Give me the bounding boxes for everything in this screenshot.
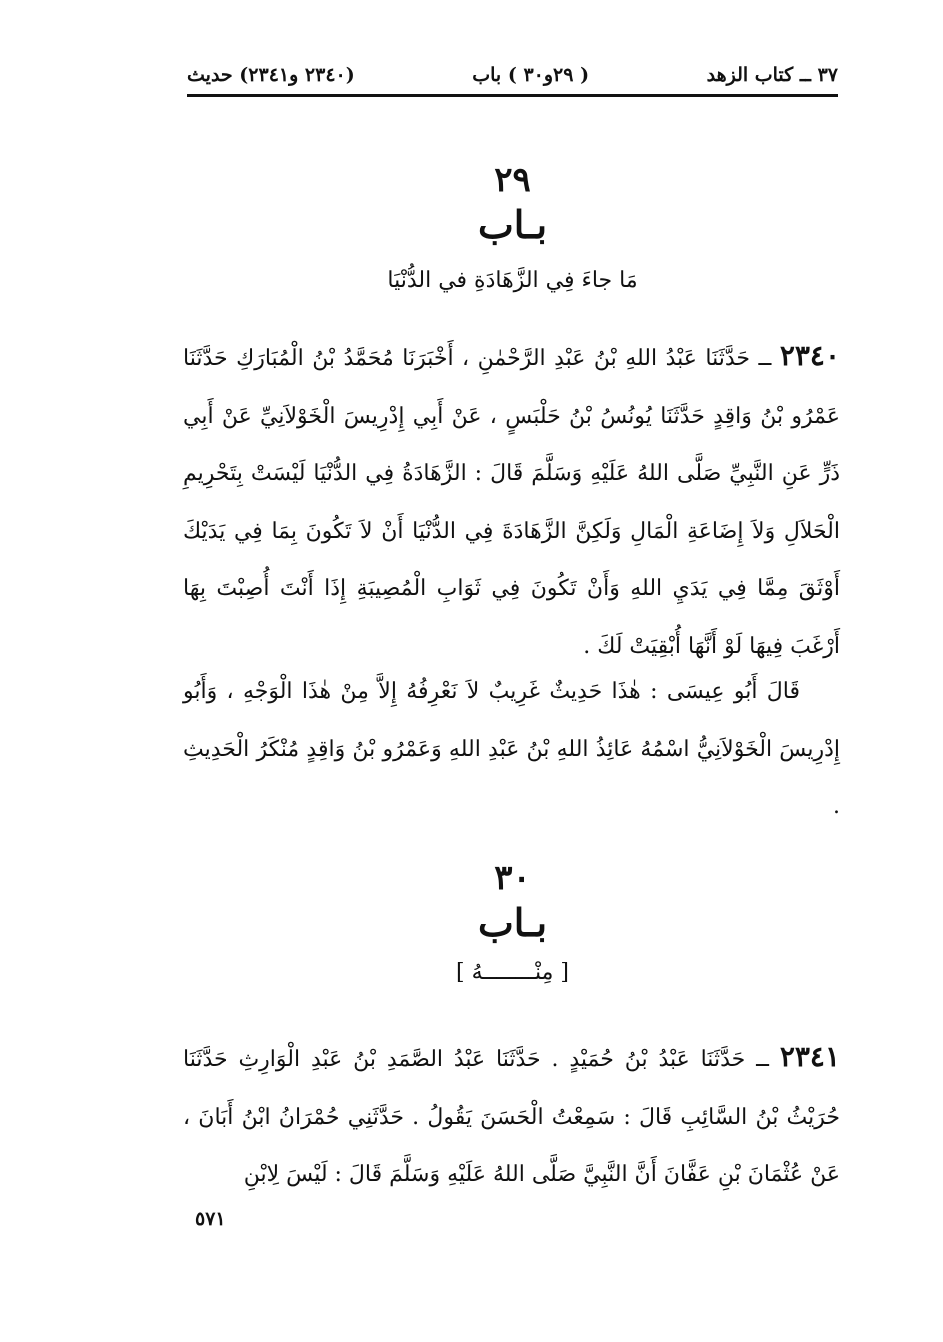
header-chapter-range: ( ٢٩و٣٠ ) باب bbox=[472, 64, 590, 86]
chapter-29-number: ٢٩ bbox=[494, 160, 531, 200]
hadith-2340 bbox=[183, 327, 840, 675]
chapter-30-bab: بـاب bbox=[477, 900, 548, 945]
comment-2340: قَالَ أَبُو عِيسَى : هٰذَا حَدِيثٌ غَرِيبٌ لاَ نَعْرِفُهُ إِلاَّ مِنْ هٰذَا الْوَجْهِ ، وَأَبُو إِدْرِيسَ الْخَوْلاَنِيُّ اسْمُهُ عَائِذُ اللهِ بْنُ عَبْدِ اللهِ وَعَمْرُو بْنُ وَاقِدٍ مُنْكَرُ الْحَدِيثِ . bbox=[183, 679, 840, 819]
chapter-29-bab: بـاب bbox=[477, 202, 548, 247]
chapter-30-title: [ مِنْــــــــهُ ] bbox=[456, 960, 569, 985]
page-number: ٥٧١ bbox=[195, 1208, 226, 1230]
header-hadith-range: (٢٣٤٠ و٢٣٤١) حديث bbox=[187, 64, 355, 86]
running-header bbox=[187, 58, 838, 92]
chapter-29-title: مَا جاءَ فِي الزَّهَادَةِ في الدُّنْيَا bbox=[387, 268, 638, 293]
hadith-2341 bbox=[183, 1028, 840, 1204]
hadith-2341-number: ٢٣٤١ bbox=[779, 1040, 840, 1073]
header-book-title: ٣٧ ــ كتاب الزهد bbox=[706, 64, 838, 86]
hadith-2341-text: ــ حَدَّثَنَا عَبْدُ بْنُ حُمَيْدٍ . حَدَّثَنَا عَبْدُ الصَّمَدِ بْنُ عَبْدِ الْوَارِثِ حَدَّثَنَا حُرَيْثُ بْنُ السَّائِبِ قَالَ : سَمِعْتُ الْحَسَنَ يَقُولُ . حَدَّثَنِي حُمْرَانُ ابْنُ أَبَانَ ، عَنْ عُثْمَانَ بْنِ عَفَّانَ أَنَّ النَّبِيَّ صَلَّى اللهُ عَلَيْهِ وَسَلَّمَ قَالَ : لَيْسَ لِابْنِ bbox=[183, 1047, 840, 1187]
chapter-30-number: ٣٠ bbox=[494, 858, 531, 898]
hadith-2340-text: ــ حَدَّثَنَا عَبْدُ اللهِ بْنُ عَبْدِ الرَّحْمٰنِ ، أَخْبَرَنَا مُحَمَّدُ بْنُ الْمُبَارَكِ حَدَّثَنَا عَمْرُو بْنُ وَاقِدٍ حَدَّثَنَا يُونُسُ بْنُ حَلْبَسٍ ، عَنْ أَبِي إِدْرِيسَ الْخَوْلاَنِيِّ عَنْ أَبِي ذَرٍّ عَنِ النَّبِيِّ صَلَّى اللهُ عَلَيْهِ وَسَلَّمَ قَالَ : الزَّهَادَةُ فِي الدُّنْيَا لَيْسَتْ بِتَحْرِيمِ الْحَلاَلِ وَلاَ إِضَاعَةِ الْمَالِ وَلَكِنَّ الزَّهَادَةَ فِي الدُّنْيَا أَنْ لاَ تَكُونَ بِمَا فِي يَدَيْكَ أَوْثَقَ مِمَّا فِي يَدَيِ اللهِ وَأَنْ تَكُونَ فِي ثَوَابِ الْمُصِيبَةِ إِذَا أَنْتَ أُصِبْتَ بِهَا أَرْغَبَ فِيهَا لَوْ أَنَّهَا أُبْقِيَتْ لَكَ . bbox=[183, 346, 840, 659]
header-rule bbox=[187, 94, 838, 97]
hadith-2340-number: ٢٣٤٠ bbox=[779, 339, 840, 372]
